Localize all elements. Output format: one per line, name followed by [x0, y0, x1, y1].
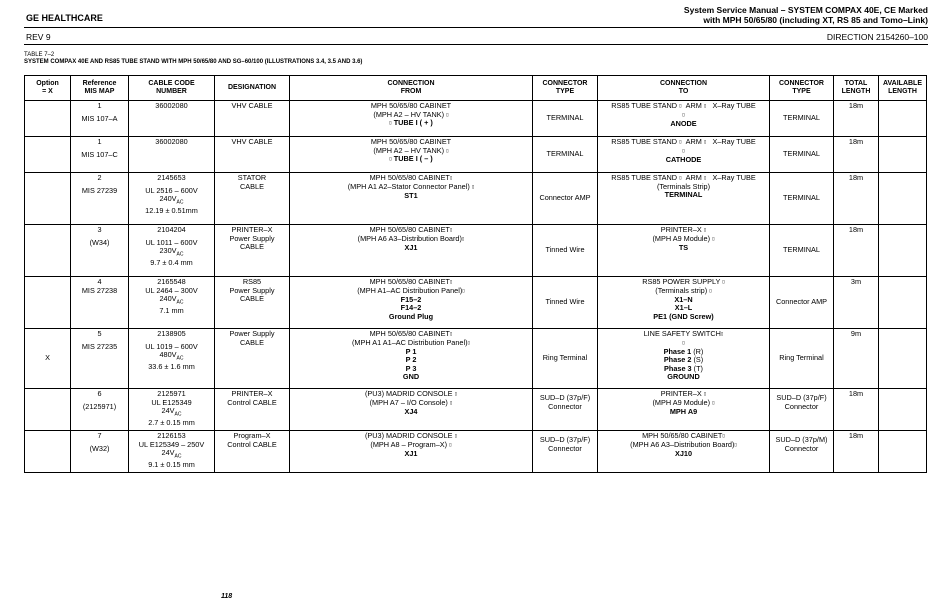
- revision: REV 9: [26, 32, 51, 42]
- available-length-cell: [879, 277, 927, 329]
- col-reference: Reference MIS MAP: [71, 76, 129, 101]
- connector-type-to-cell: SUD–D (37p/M) Connector: [770, 431, 834, 473]
- available-length-cell: [879, 431, 927, 473]
- direction-number: DIRECTION 2154260–100: [826, 32, 928, 42]
- connector-type-from-cell: Ring Terminal: [533, 329, 598, 389]
- total-length-cell: 18m: [834, 431, 879, 473]
- option-cell: [25, 389, 71, 431]
- connection-from-cell: (PU3) MADRID CONSOLE ▯ (MPH A7 – I/O Console) ▯ XJ4: [290, 389, 533, 431]
- cable-code-cell: 36002080: [129, 137, 215, 173]
- connection-from-cell: (PU3) MADRID CONSOLE ▯ (MPH A8 – Program–X) ▯ XJ1: [290, 431, 533, 473]
- connection-to-cell: LINE SAFETY SWITCH▯ ▯ Phase 1 (R) Phase 2 (S) Phase 3 (T) GROUND: [598, 329, 770, 389]
- available-length-cell: [879, 225, 927, 277]
- connection-to-cell: RS85 TUBE STAND ▯ ARM ▯ X–Ray TUBE (Terminals Strip) TERMINAL: [598, 173, 770, 225]
- table-row: [25, 137, 927, 173]
- connection-table: [24, 75, 927, 473]
- option-cell: [25, 277, 71, 329]
- available-length-cell: [879, 173, 927, 225]
- connector-type-to-cell: TERMINAL: [770, 173, 834, 225]
- connection-to-cell: RS85 POWER SUPPLY ▯ (Terminals strip) ▯ X1–N X1–L PE1 (GND Screw): [598, 277, 770, 329]
- reference-cell: 6 (2125971): [71, 389, 129, 431]
- cable-code-cell: 2145653 UL 2516 – 600V $240V_{AC}$ 12.19 ± 0.51mm: [129, 173, 215, 225]
- connection-from-cell: MPH 50/65/80 CABINET▯ (MPH A1 A2–Stator Connector Panel) ▯ ST1: [290, 173, 533, 225]
- connector-type-from-cell: SUD–D (37p/F) Connector: [533, 389, 598, 431]
- option-cell: [25, 137, 71, 173]
- col-designation: DESIGNATION: [215, 76, 290, 101]
- header-rule: [24, 27, 928, 28]
- connection-from-cell: MPH 50/65/80 CABINET (MPH A2 – HV TANK) ▯ ▯ TUBE I ( + ): [290, 101, 533, 137]
- total-length-cell: 3m: [834, 277, 879, 329]
- page-number: 118: [221, 593, 233, 600]
- available-length-cell: [879, 389, 927, 431]
- designation-cell: Power Supply CABLE: [215, 329, 290, 389]
- table-header-row: [25, 76, 927, 101]
- connection-from-cell: MPH 50/65/80 CABINET (MPH A2 – HV TANK) ▯ ▯ TUBE I ( – ): [290, 137, 533, 173]
- reference-cell: 2 MIS 27239: [71, 173, 129, 225]
- connection-to-cell: RS85 TUBE STAND ▯ ARM ▯ X–Ray TUBE ▯ CATHODE: [598, 137, 770, 173]
- cable-code-cell: 2125971 UL E125349 $24V_{AC}$ 2.7 ± 0.15 mm: [129, 389, 215, 431]
- reference-cell: 7 (W32): [71, 431, 129, 473]
- col-total-length: TOTAL LENGTH: [834, 76, 879, 101]
- designation-cell: PRINTER–X Power Supply CABLE: [215, 225, 290, 277]
- cable-code-cell: 2138905 UL 1019 – 600V $480V_{AC}$ 33.6 ± 1.6 mm: [129, 329, 215, 389]
- cable-code-cell: 2126153 UL E125349 – 250V $24V_{AC}$ 9.1 ± 0.15 mm: [129, 431, 215, 473]
- connector-type-from-cell: SUD–D (37p/F) Connector: [533, 431, 598, 473]
- connection-to-cell: MPH 50/65/80 CABINET▯ (MPH A6 A3–Distribution Board)▯ XJ10: [598, 431, 770, 473]
- col-connection-to: CONNECTION TO: [598, 76, 770, 101]
- connector-type-from-cell: Tinned Wire: [533, 277, 598, 329]
- reference-cell: 1 MIS 107–C: [71, 137, 129, 173]
- reference-cell: 3 (W34): [71, 225, 129, 277]
- company-name: GE HEALTHCARE: [26, 13, 103, 23]
- reference-cell: 4 MIS 27238: [71, 277, 129, 329]
- table-label: TABLE 7–2: [24, 52, 55, 58]
- cable-code-cell: 2165548 UL 2464 – 300V $240V_{AC}$ 7.1 mm: [129, 277, 215, 329]
- reference-cell: 1 MIS 107–A: [71, 101, 129, 137]
- option-cell: [25, 173, 71, 225]
- connector-type-from-cell: TERMINAL: [533, 137, 598, 173]
- connector-type-from-cell: Tinned Wire: [533, 225, 598, 277]
- total-length-cell: 18m: [834, 389, 879, 431]
- option-cell: [25, 431, 71, 473]
- connector-type-to-cell: Connector AMP: [770, 277, 834, 329]
- table-row: [25, 101, 927, 137]
- table-row: [25, 173, 927, 225]
- option-cell: X: [25, 329, 71, 389]
- manual-title-line2: with MPH 50/65/80 (including XT, RS 85 and Tomo–Link): [703, 15, 928, 25]
- col-option: Option = X: [25, 76, 71, 101]
- designation-cell: Program–X Control CABLE: [215, 431, 290, 473]
- connection-to-cell: PRINTER–X ▯ (MPH A9 Module) ▯ TS: [598, 225, 770, 277]
- connector-type-from-cell: Connector AMP: [533, 173, 598, 225]
- connection-from-cell: MPH 50/65/80 CABINET▯ (MPH A1 A1–AC Distribution Panel)▯ P 1 P 2 P 3 GND: [290, 329, 533, 389]
- total-length-cell: 18m: [834, 137, 879, 173]
- table-row: [25, 389, 927, 431]
- table-row: [25, 277, 927, 329]
- designation-cell: PRINTER–X Control CABLE: [215, 389, 290, 431]
- col-cable-code: CABLE CODE NUMBER: [129, 76, 215, 101]
- manual-title-line1: System Service Manual – SYSTEM COMPAX 40E, CE Marked: [683, 5, 928, 15]
- connection-from-cell: MPH 50/65/80 CABINET▯ (MPH A1–AC Distribution Panel)▯ F15–2 F14–2 Ground Plug: [290, 277, 533, 329]
- total-length-cell: 9m: [834, 329, 879, 389]
- manual-title: [684, 5, 928, 25]
- subheader-rule: [24, 44, 928, 45]
- designation-cell: VHV CABLE: [215, 137, 290, 173]
- available-length-cell: [879, 101, 927, 137]
- total-length-cell: 18m: [834, 101, 879, 137]
- col-connection-from: CONNECTION FROM: [290, 76, 533, 101]
- available-length-cell: [879, 137, 927, 173]
- connection-from-cell: MPH 50/65/80 CABINET▯ (MPH A6 A3–Distribution Board)▯ XJ1: [290, 225, 533, 277]
- col-available-length: AVAILABLE LENGTH: [879, 76, 927, 101]
- connector-type-to-cell: Ring Terminal: [770, 329, 834, 389]
- total-length-cell: 18m: [834, 173, 879, 225]
- connector-type-from-cell: TERMINAL: [533, 101, 598, 137]
- reference-cell: 5 MIS 27235: [71, 329, 129, 389]
- connector-type-to-cell: TERMINAL: [770, 137, 834, 173]
- available-length-cell: [879, 329, 927, 389]
- designation-cell: RS85 Power Supply CABLE: [215, 277, 290, 329]
- col-connector-type-to: CONNECTOR TYPE: [770, 76, 834, 101]
- table-row: [25, 329, 927, 389]
- col-connector-type-from: CONNECTOR TYPE: [533, 76, 598, 101]
- table-row: [25, 431, 927, 473]
- connection-to-cell: PRINTER–X ▯ (MPH A9 Module) ▯ MPH A9: [598, 389, 770, 431]
- connection-to-cell: RS85 TUBE STAND ▯ ARM ▯ X–Ray TUBE ▯ ANODE: [598, 101, 770, 137]
- table-title: SYSTEM COMPAX 40E AND RS85 TUBE STAND WITH MPH 50/65/80 AND SG–60/100 (ILLUSTRATIONS 3.4, 3.5 AND 3.6): [24, 59, 363, 65]
- cable-code-cell: 2104204 UL 1011 – 600V $230V_{AC}$ 9.7 ± 0.4 mm: [129, 225, 215, 277]
- option-cell: [25, 101, 71, 137]
- table-row: [25, 225, 927, 277]
- connector-type-to-cell: SUD–D (37p/F) Connector: [770, 389, 834, 431]
- total-length-cell: 18m: [834, 225, 879, 277]
- option-cell: [25, 225, 71, 277]
- designation-cell: VHV CABLE: [215, 101, 290, 137]
- cable-code-cell: 36002080: [129, 101, 215, 137]
- designation-cell: STATOR CABLE: [215, 173, 290, 225]
- connector-type-to-cell: TERMINAL: [770, 225, 834, 277]
- connector-type-to-cell: TERMINAL: [770, 101, 834, 137]
